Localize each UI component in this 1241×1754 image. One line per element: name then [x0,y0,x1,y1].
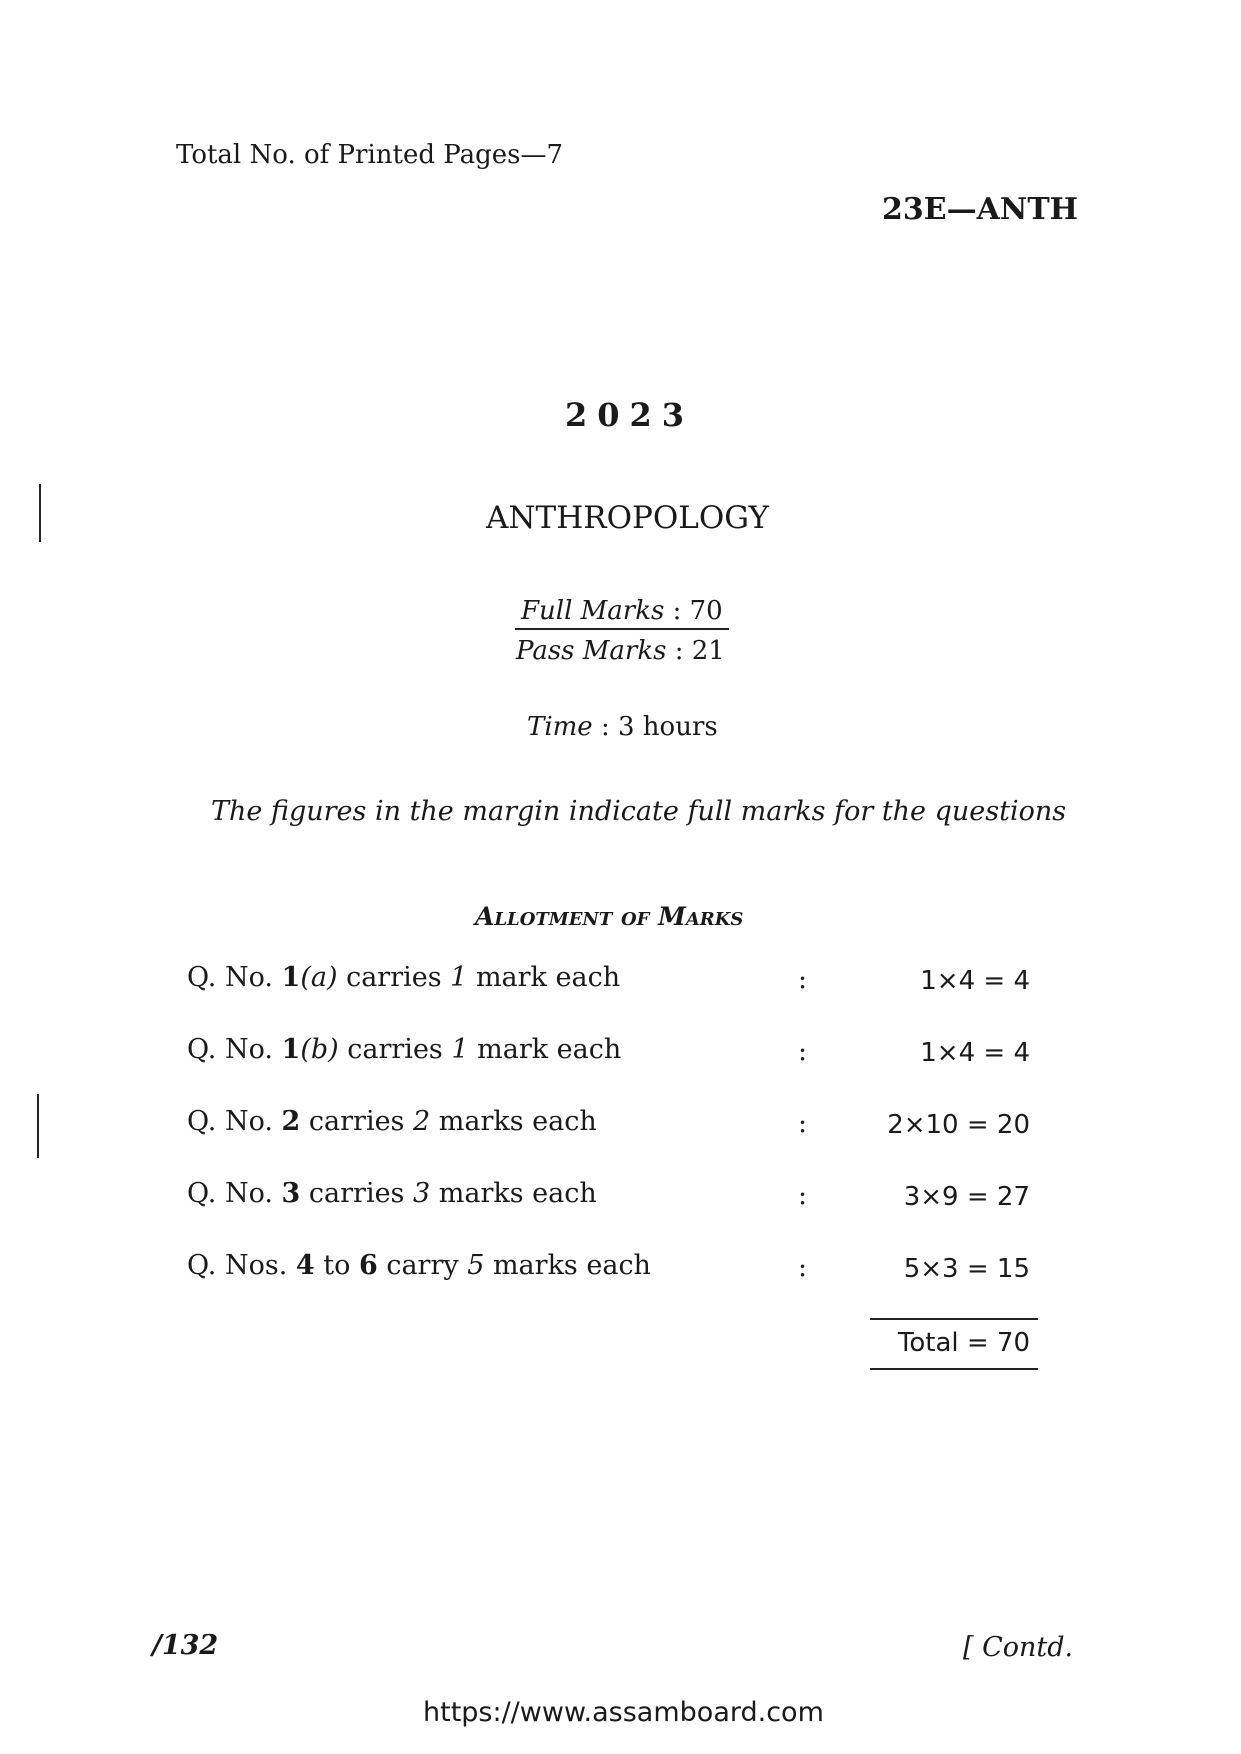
full-marks-label: Full Marks [521,596,665,626]
allotment-row-colon: : [798,1108,808,1139]
exam-year: 2023 [565,396,695,434]
total-marks: Total = 70 [897,1328,1030,1358]
allotment-row-text: Q. No. 1(a) carries 1 mark each [187,962,621,993]
time-value: : 3 hours [592,712,718,742]
continued-note: [ Contd. [963,1632,1074,1663]
website-url: https://www.assamboard.com [423,1697,824,1728]
pass-marks-value: : 21 [666,636,725,666]
full-marks [515,596,729,630]
allotment-row-marks: 3×9 = 27 [903,1182,1030,1212]
allotment-row-colon: : [798,1180,808,1211]
full-marks-value: : 70 [664,596,723,626]
printed-pages-note: Total No. of Printed Pages—7 [176,140,563,170]
pass-marks-label: Pass Marks [516,636,667,666]
pass-marks [516,636,725,666]
allotment-row-marks: 5×3 = 15 [903,1254,1030,1284]
allotment-row-marks: 1×4 = 4 [920,966,1030,996]
allotment-row-text: Q. No. 2 carries 2 marks each [187,1106,597,1137]
total-bottom-rule [870,1368,1038,1370]
total-top-rule [870,1318,1038,1320]
allotment-row-text: Q. No. 3 carries 3 marks each [187,1178,597,1209]
allotment-heading: Allotment of Marks [475,902,744,931]
subject-title: ANTHROPOLOGY [486,500,769,536]
allotment-row-text: Q. Nos. 4 to 6 carry 5 marks each [187,1250,651,1281]
allotment-row-text: Q. No. 1(b) carries 1 mark each [187,1034,622,1065]
margin-mark-lower [37,1094,39,1158]
allotment-row-colon: : [798,964,808,995]
instruction-text: The figures in the margin indicate full marks for the questions [211,796,1067,827]
allotment-row-marks: 1×4 = 4 [920,1038,1030,1068]
allotment-row-marks: 2×10 = 20 [887,1110,1030,1140]
time-label: Time [527,712,593,742]
allotment-row-colon: : [798,1252,808,1283]
footer-code: /132 [152,1630,219,1661]
exam-time [527,712,718,742]
margin-mark-upper [39,484,41,542]
allotment-row-colon: : [798,1036,808,1067]
paper-code: 23E—ANTH [882,192,1078,227]
